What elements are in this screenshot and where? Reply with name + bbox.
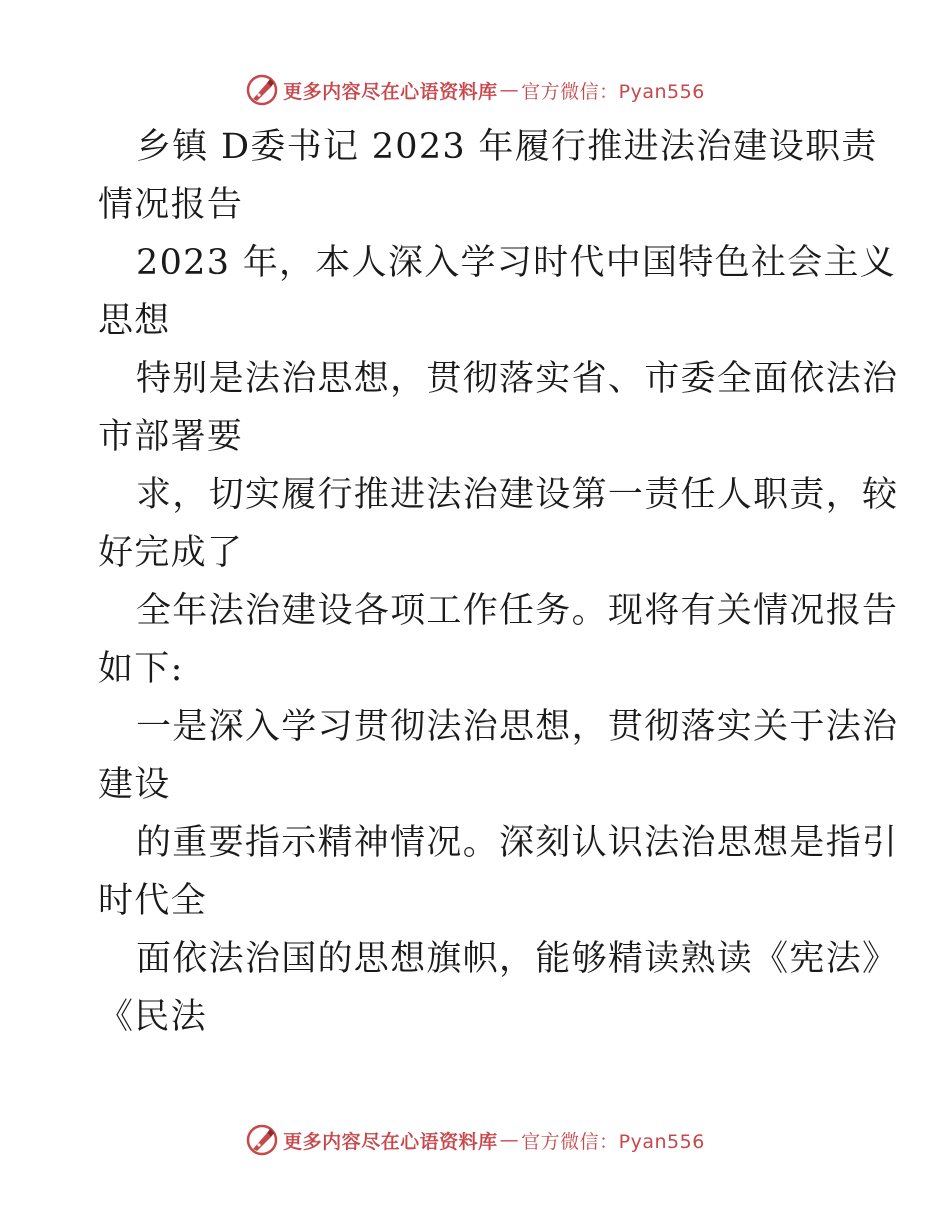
watermark-separator: — xyxy=(499,79,520,101)
fountain-pen-icon xyxy=(245,1123,279,1157)
document-line: 《民法 xyxy=(98,997,207,1037)
watermark-wechat: 官方微信：Pyan556 xyxy=(521,80,705,103)
document-line: 思想 xyxy=(98,301,171,341)
document-line: 情况报告 xyxy=(98,185,244,225)
document-line: 求，切实履行推进法治建设第一责任人职责，较 xyxy=(136,475,899,515)
watermark-text: 更多内容尽在心语资料库 xyxy=(283,80,498,103)
document-line: 如下: xyxy=(98,649,184,689)
document-body xyxy=(98,118,899,1046)
watermark-wechat: 官方微信：Pyan556 xyxy=(521,1130,705,1153)
document-line: 一是深入学习贯彻法治思想，贯彻落实关于法治 xyxy=(136,707,899,747)
document-line: 建设 xyxy=(98,765,171,805)
fountain-pen-icon xyxy=(245,73,279,107)
document-line: 面依法治国的思想旗帜，能够精读熟读《宪法》 xyxy=(136,939,899,979)
watermark-text: 更多内容尽在心语资料库 xyxy=(283,1130,498,1153)
document-line: 好完成了 xyxy=(98,533,244,573)
watermark-separator: — xyxy=(499,1129,520,1151)
document-line: 时代全 xyxy=(98,881,207,921)
document-line: 市部署要 xyxy=(98,417,244,457)
footer-watermark xyxy=(0,1120,950,1160)
document-line: 的重要指示精神情况。深刻认识法治思想是指引 xyxy=(136,823,899,863)
document-line: 乡镇 D委书记 2023 年履行推进法治建设职责 xyxy=(136,127,878,167)
document-line: 全年法治建设各项工作任务。现将有关情况报告 xyxy=(136,591,899,631)
header-watermark xyxy=(0,70,950,110)
document-line: 2023 年，本人深入学习时代中国特色社会主义 xyxy=(136,243,897,283)
document-line: 特别是法治思想，贯彻落实省、市委全面依法治 xyxy=(136,359,899,399)
